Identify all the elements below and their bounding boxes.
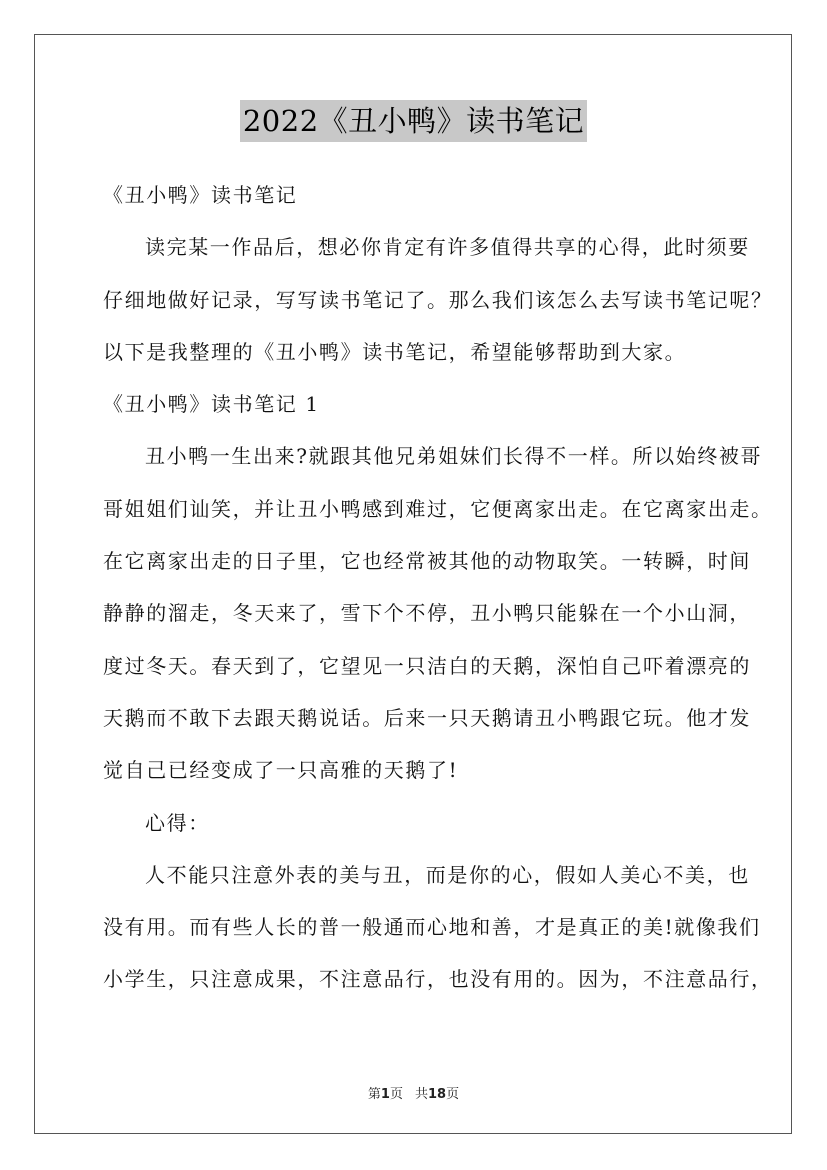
body-line: 在它离家出走的日子里，它也经常被其他的动物取笑。一转瞬，时间 (103, 549, 751, 574)
body-line: 《丑小鸭》读书笔记 1 (103, 392, 320, 417)
body-line: 人不能只注意外表的美与丑，而是你的心，假如人美心不美，也 (145, 862, 750, 887)
body-line: 觉自己已经变成了一只高雅的天鹅了! (103, 758, 459, 783)
body-line: 天鹅而不敢下去跟天鹅说话。后来一只天鹅请丑小鸭跟它玩。他才发 (103, 705, 751, 730)
document-body (103, 169, 773, 1006)
page-footer (0, 1083, 827, 1102)
page-prefix: 第 (367, 1087, 381, 1102)
body-line: 度过冬天。春天到了，它望见一只洁白的天鹅，深怕自己吓着漂亮的 (103, 653, 751, 678)
body-line: 以下是我整理的《丑小鸭》读书笔记，希望能够帮助到大家。 (103, 339, 687, 364)
page-number: 1 (380, 1087, 390, 1102)
title-wrap (0, 100, 827, 142)
page-suffix: 页 (389, 1087, 403, 1102)
document-title: 2022《丑小鸭》读书笔记 (240, 100, 587, 142)
total-prefix: 共 (414, 1087, 428, 1102)
total-suffix: 页 (446, 1087, 460, 1102)
body-line: 仔细地做好记录，写写读书笔记了。那么我们该怎么去写读书笔记呢？ (103, 287, 773, 312)
body-line: 静静的溜走，冬天来了，雪下个不停，丑小鸭只能躲在一个小山洞， (103, 601, 751, 626)
body-line: 丑小鸭一生出来?就跟其他兄弟姐妹们长得不一样。所以始终被哥 (145, 444, 763, 469)
body-line: 心得： (145, 810, 210, 835)
body-line: 小学生，只注意成果，不注意品行，也没有用的。因为，不注意品行， (103, 967, 773, 992)
body-line: 哥姐姐们讪笑，并让丑小鸭感到难过，它便离家出走。在它离家出走。 (103, 496, 773, 521)
body-line: 读完某一作品后，想必你肯定有许多值得共享的心得，此时须要 (145, 235, 750, 260)
body-line: 没有用。而有些人长的普一般通而心地和善，才是真正的美!就像我们 (103, 915, 761, 940)
body-line: 《丑小鸭》读书笔记 (103, 183, 298, 207)
total-pages: 18 (427, 1087, 447, 1102)
